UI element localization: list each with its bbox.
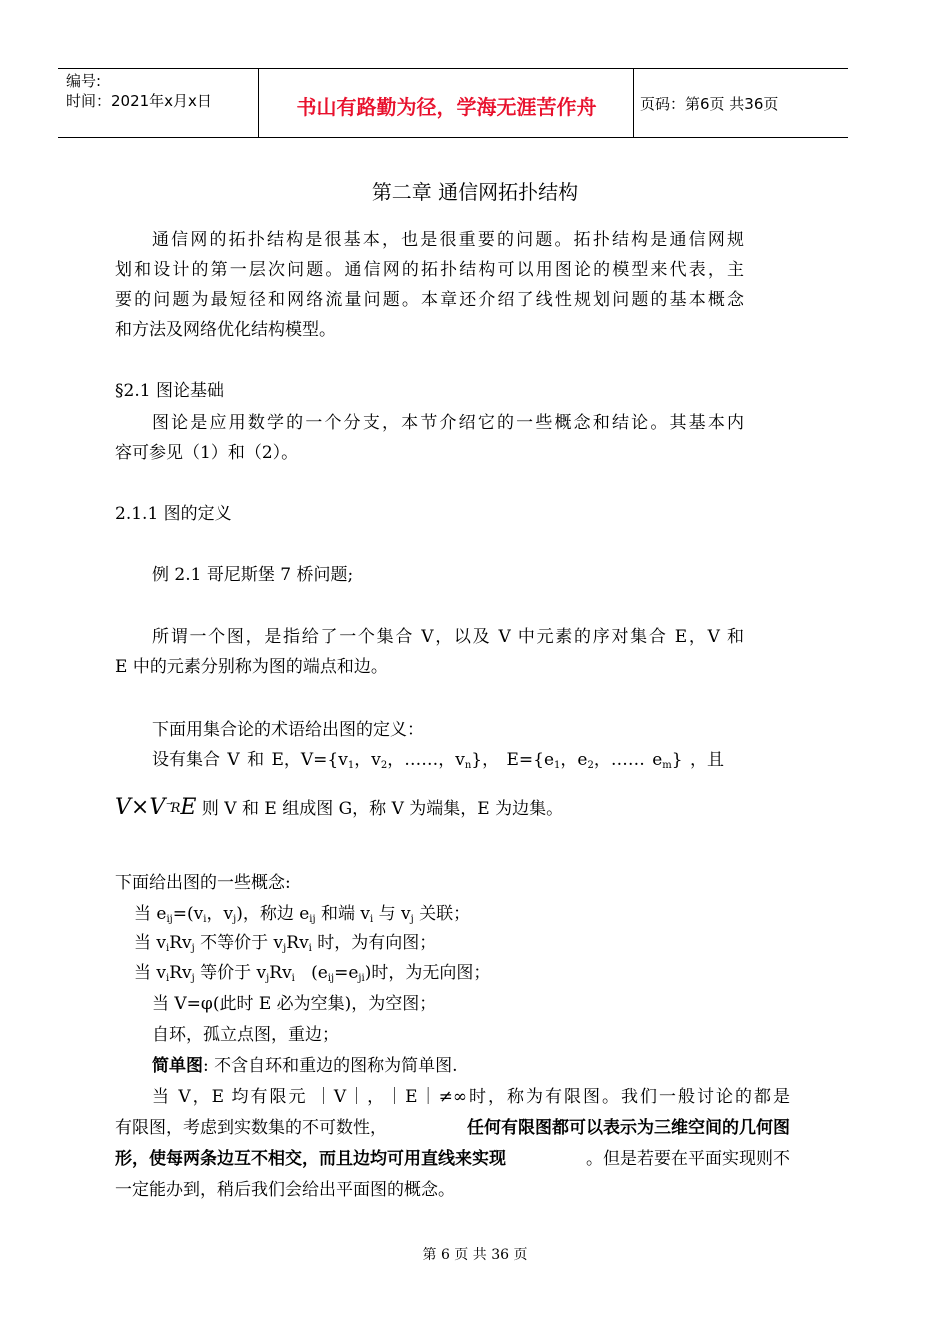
- concept-item: 自环，孤立点图，重边；: [152, 1025, 339, 1045]
- finite-text: 有限图，考虑到实数集的不可数性，: [115, 1118, 387, 1138]
- header-divider: [258, 69, 259, 137]
- intro-line: 要的问题为最短径和网络流量问题。本章还介绍了线性规划问题的基本概念: [115, 290, 744, 310]
- concept-simple: [152, 1052, 458, 1080]
- subscript: 1: [554, 760, 561, 771]
- header-page: 页码：第6页 共36页: [640, 95, 779, 113]
- chapter-title: 第二章 通信网拓扑结构: [371, 180, 579, 204]
- section-line: 容可参见（1）和（2）。: [115, 443, 299, 463]
- formula-desc: 则 V 和 E 组成图 G，称 V 为端集，E 为边集。: [201, 799, 564, 819]
- set-def-intro: 下面用集合论的术语给出图的定义：: [152, 720, 424, 740]
- subscript: 2: [587, 760, 594, 771]
- header-motto: 书山有路勤为径，学海无涯苦作舟: [296, 95, 597, 119]
- page-header: [58, 68, 848, 138]
- set-def-line: [152, 746, 724, 780]
- intro-line: 通信网的拓扑结构是很基本，也是很重要的问题。拓扑结构是通信网规: [152, 230, 744, 250]
- simple-def: : 不含自环和重边的图称为简单图.: [203, 1056, 458, 1076]
- formula-vxv: V×V: [115, 795, 166, 820]
- set-def-text: ，e: [560, 750, 588, 770]
- concepts-intro: 下面给出图的一些概念:: [115, 873, 291, 893]
- set-def-text: 设有集合 V 和 E，V={v: [152, 750, 348, 770]
- header-divider: [633, 69, 634, 137]
- formula-e: E: [180, 795, 197, 820]
- intro-line: 和方法及网络优化结构模型。: [115, 320, 336, 340]
- header-meta: [66, 71, 212, 111]
- set-def-text: ，…… e: [593, 750, 663, 770]
- set-def-text: ，v: [354, 750, 381, 770]
- finite-text: 。但是若要在平面实现则不: [586, 1149, 790, 1169]
- set-def-text: } ，且: [671, 750, 725, 770]
- definition-line: E 中的元素分别称为图的端点和边。: [115, 657, 388, 677]
- subscript: n: [464, 760, 472, 771]
- intro-line: 划和设计的第一层次问题。通信网的拓扑结构可以用图论的模型来代表，主: [115, 260, 744, 280]
- concept-item: 当 $v_iRv_j$ 不等价于 $v_jRv_i$ 时，为有向图；: [134, 933, 437, 954]
- finite-line: [115, 1114, 790, 1142]
- definition-line: 所谓一个图，是指给了一个集合 V，以及 V 中元素的序对集合 E，V 和: [152, 627, 744, 647]
- subscript: m: [662, 760, 672, 771]
- header-date: 时间：2021年x月x日: [66, 92, 212, 110]
- finite-emphasis: 任何有限图都可以表示为三维空间的几何图: [467, 1118, 790, 1138]
- subsection-heading: 2.1.1 图的定义: [115, 504, 232, 524]
- formula-line: [115, 794, 563, 825]
- section-heading: §2.1 图论基础: [115, 381, 224, 401]
- formula-r: [171, 801, 181, 816]
- concept-item: 当 V=φ(此时 E 必为空集)，为空图；: [152, 994, 437, 1014]
- finite-line: [115, 1145, 790, 1173]
- finite-emphasis: 形，使每两条边互不相交，而且边均可用直线来实现: [115, 1149, 506, 1169]
- concept-item: 当 $v_iRv_j$ 等价于 $v_jRv_i$ $(e_{ij}=e_{ji})$时，为无向图；: [134, 963, 491, 984]
- subscript: 1: [347, 760, 355, 771]
- set-def-text: ，……，v: [387, 750, 465, 770]
- simple-term: 简单图: [152, 1056, 203, 1076]
- example-line: 例 2.1 哥尼斯堡 7 桥问题;: [152, 565, 354, 585]
- set-def-text: }， E={e: [471, 750, 555, 770]
- finite-line: 当 V，E 均有限元 ｜V｜，｜E｜≠∞时，称为有限图。我们一般讨论的都是: [152, 1087, 790, 1107]
- concept-item: 当 $e_{ij}=(v_i$，$v_j$)，称边 $e_{ij}$ 和端 $v_i$ 与 $v_j$ 关联；: [134, 904, 471, 925]
- header-code: 编号:: [66, 72, 102, 90]
- section-line: 图论是应用数学的一个分支，本节介绍它的一些概念和结论。其基本内: [152, 413, 744, 433]
- finite-line: 一定能办到，稍后我们会给出平面图的概念。: [115, 1180, 455, 1200]
- page-footer: 第 6 页 共 36 页: [422, 1247, 528, 1263]
- subscript: 2: [380, 760, 388, 771]
- formula-r-label: R: [170, 801, 181, 816]
